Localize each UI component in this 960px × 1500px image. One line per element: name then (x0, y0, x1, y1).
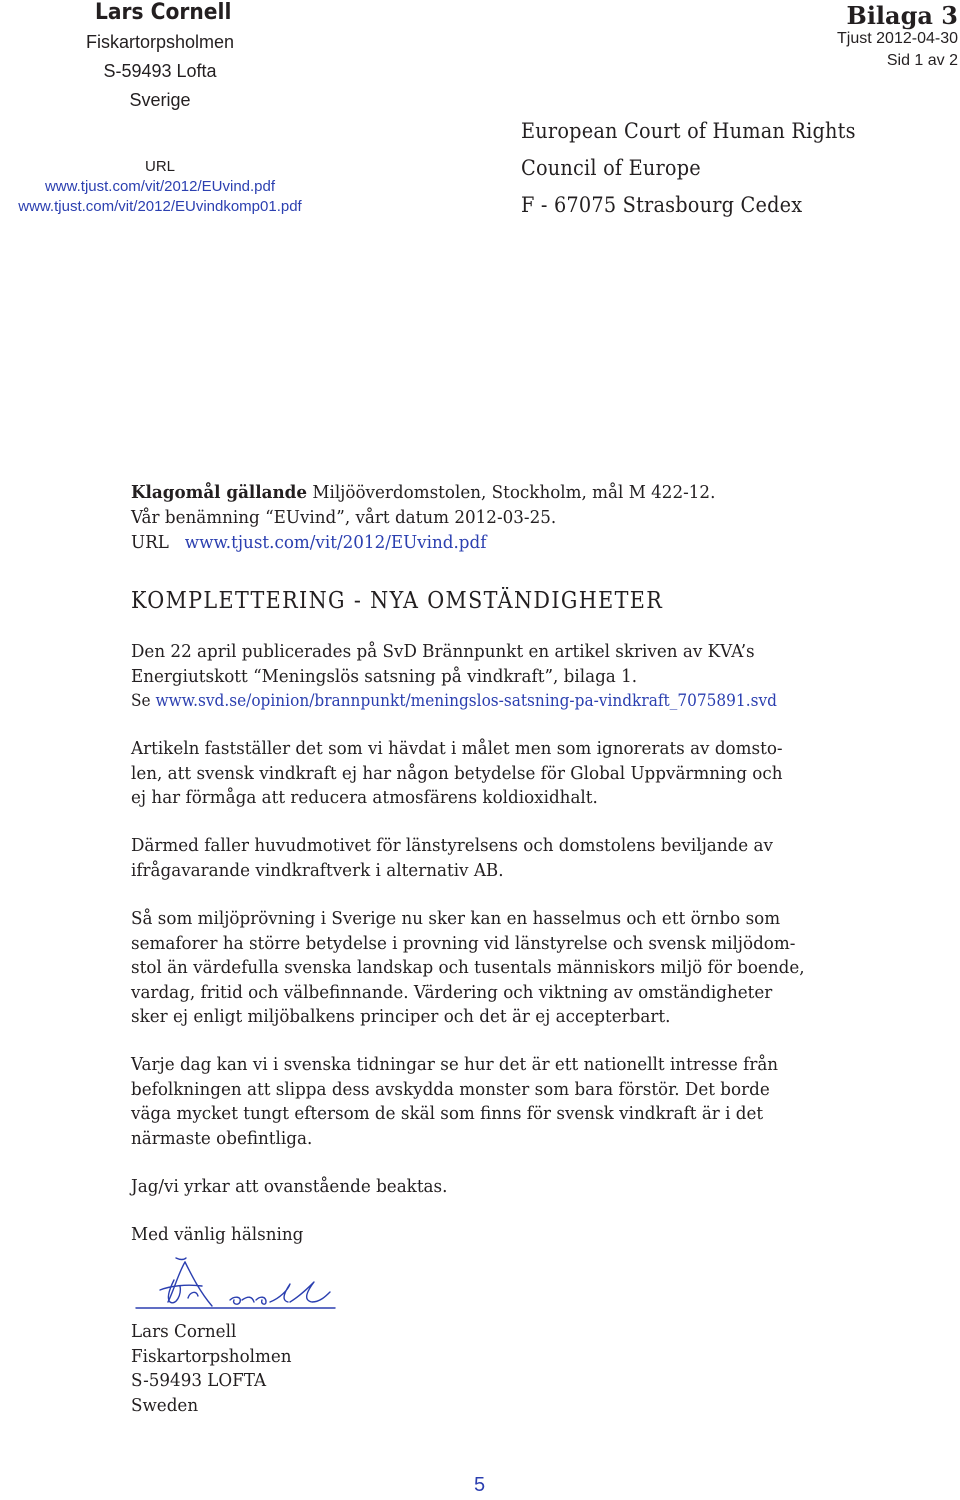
paragraph-2 (131, 737, 838, 811)
see-label: Se (131, 691, 156, 710)
sender-postal: S-59493 Lofta (103, 61, 217, 81)
subject-line-2: Vår benämning “EUvind”, vårt datum 2012-03-25. (131, 507, 557, 528)
signoff-country: Sweden (131, 1394, 199, 1416)
paragraph-line: Så som miljöprövning i Sverige nu sker kan en hasselmus och ett örnbo som (131, 908, 781, 929)
paragraph-line: stol än värdefulla svenska landskap och tusentals människors miljö för boende, (131, 957, 805, 978)
subject-url-label: URL (131, 532, 169, 553)
paragraph-line: vardag, fritid och välbefinnande. Värdering och viktning av omständigheter (131, 981, 773, 1003)
sender-url-link-1[interactable]: www.tjust.com/vit/2012/EUvind.pdf (44, 178, 276, 195)
paragraph-4 (131, 907, 838, 1030)
sender-url-block (0, 157, 320, 217)
svd-article-link[interactable]: www.svd.se/opinion/brannpunkt/meningslos-satsning-pa-vindkraft_7075891.svd (155, 691, 777, 710)
sender-url-label: URL (144, 158, 175, 175)
recipient-line-3: F - 67075 Strasbourg Cedex (521, 193, 803, 217)
paragraph-6: Jag/vi yrkar att ovanstående beaktas. (131, 1176, 448, 1197)
paragraph-line: Varje dag kan vi i svenska tidningar se hur det är ett nationellt intresse från (131, 1054, 779, 1075)
paragraph-line: befolkningen att slippa dess avskydda monster som bara förstör. Det borde (131, 1078, 770, 1100)
paragraph-1 (131, 640, 838, 714)
paragraph-see-line (131, 689, 838, 714)
subject-rest: Miljööverdomstolen, Stockholm, mål M 422-12. (307, 482, 716, 503)
bilaga-label: Bilaga 3 (846, 1, 958, 30)
paragraph-line: semaforer ha större betydelse i provning vid länstyrelse och svensk miljödom- (131, 932, 796, 954)
paragraph-line: len, att svensk vindkraft ej har någon betydelse för Global Uppvärmning och (131, 762, 783, 784)
paragraph-line: Energiutskott “Meningslös satsning på vindkraft”, bilaga 1. (131, 665, 638, 687)
subject-block (131, 480, 715, 555)
paragraph-line: väga mycket tungt eftersom de skäl som finns för svensk vindkraft är i det (131, 1103, 764, 1124)
subject-line-1 (131, 480, 715, 505)
signoff-name: Lars Cornell (131, 1321, 237, 1342)
page-line: Sid 1 av 2 (886, 52, 958, 69)
paragraph-5 (131, 1053, 838, 1151)
closing-greeting: Med vänlig hälsning (131, 1224, 304, 1245)
paragraph-line: Artikeln fastställer det som vi hävdat i målet men som ignorerats av domsto- (131, 738, 783, 759)
signoff-block (131, 1320, 838, 1418)
paragraph-line: närmaste obefintliga. (131, 1127, 313, 1149)
subject-line-3 (131, 530, 715, 555)
date-line: Tjust 2012-04-30 (837, 30, 958, 47)
paragraph-line: Därmed faller huvudmotivet för länstyrelsens och domstolens beviljande av (131, 835, 773, 856)
subject-bold: Klagomål gällande (131, 482, 308, 503)
recipient-line-1: European Court of Human Rights (521, 119, 856, 143)
recipient-line-2: Council of Europe (521, 156, 701, 180)
sender-name-heading: Lars Cornell (95, 0, 232, 25)
paragraph-line: sker ej enligt miljöbalkens principer och det är ej accepterbart. (131, 1006, 671, 1027)
handwritten-signature (130, 1250, 340, 1320)
paragraph-3 (131, 834, 838, 883)
sender-url-link-2[interactable]: www.tjust.com/vit/2012/EUvindkomp01.pdf (18, 198, 302, 215)
recipient-address (521, 113, 856, 224)
sender-country: Sverige (129, 90, 191, 110)
signoff-street: Fiskartorpsholmen (131, 1345, 292, 1367)
meta-block (837, 28, 958, 72)
subject-url-link[interactable]: www.tjust.com/vit/2012/EUvind.pdf (184, 532, 487, 553)
section-heading: KOMPLETTERING - NYA OMSTÄNDIGHETER (131, 588, 664, 614)
signoff-postal: S-59493 LOFTA (131, 1370, 267, 1391)
sender-street: Fiskartorpsholmen (85, 32, 235, 52)
sender-address (60, 28, 260, 115)
paragraph-line: ej har förmåga att reducera atmosfärens koldioxidhalt. (131, 787, 598, 808)
paragraph-line: Den 22 april publicerades på SvD Brännpunkt en artikel skriven av KVA’s (131, 641, 755, 662)
paragraph-line: ifrågavarande vindkraftverk i alternativ AB. (131, 859, 504, 881)
page-number: 5 (474, 1474, 486, 1496)
